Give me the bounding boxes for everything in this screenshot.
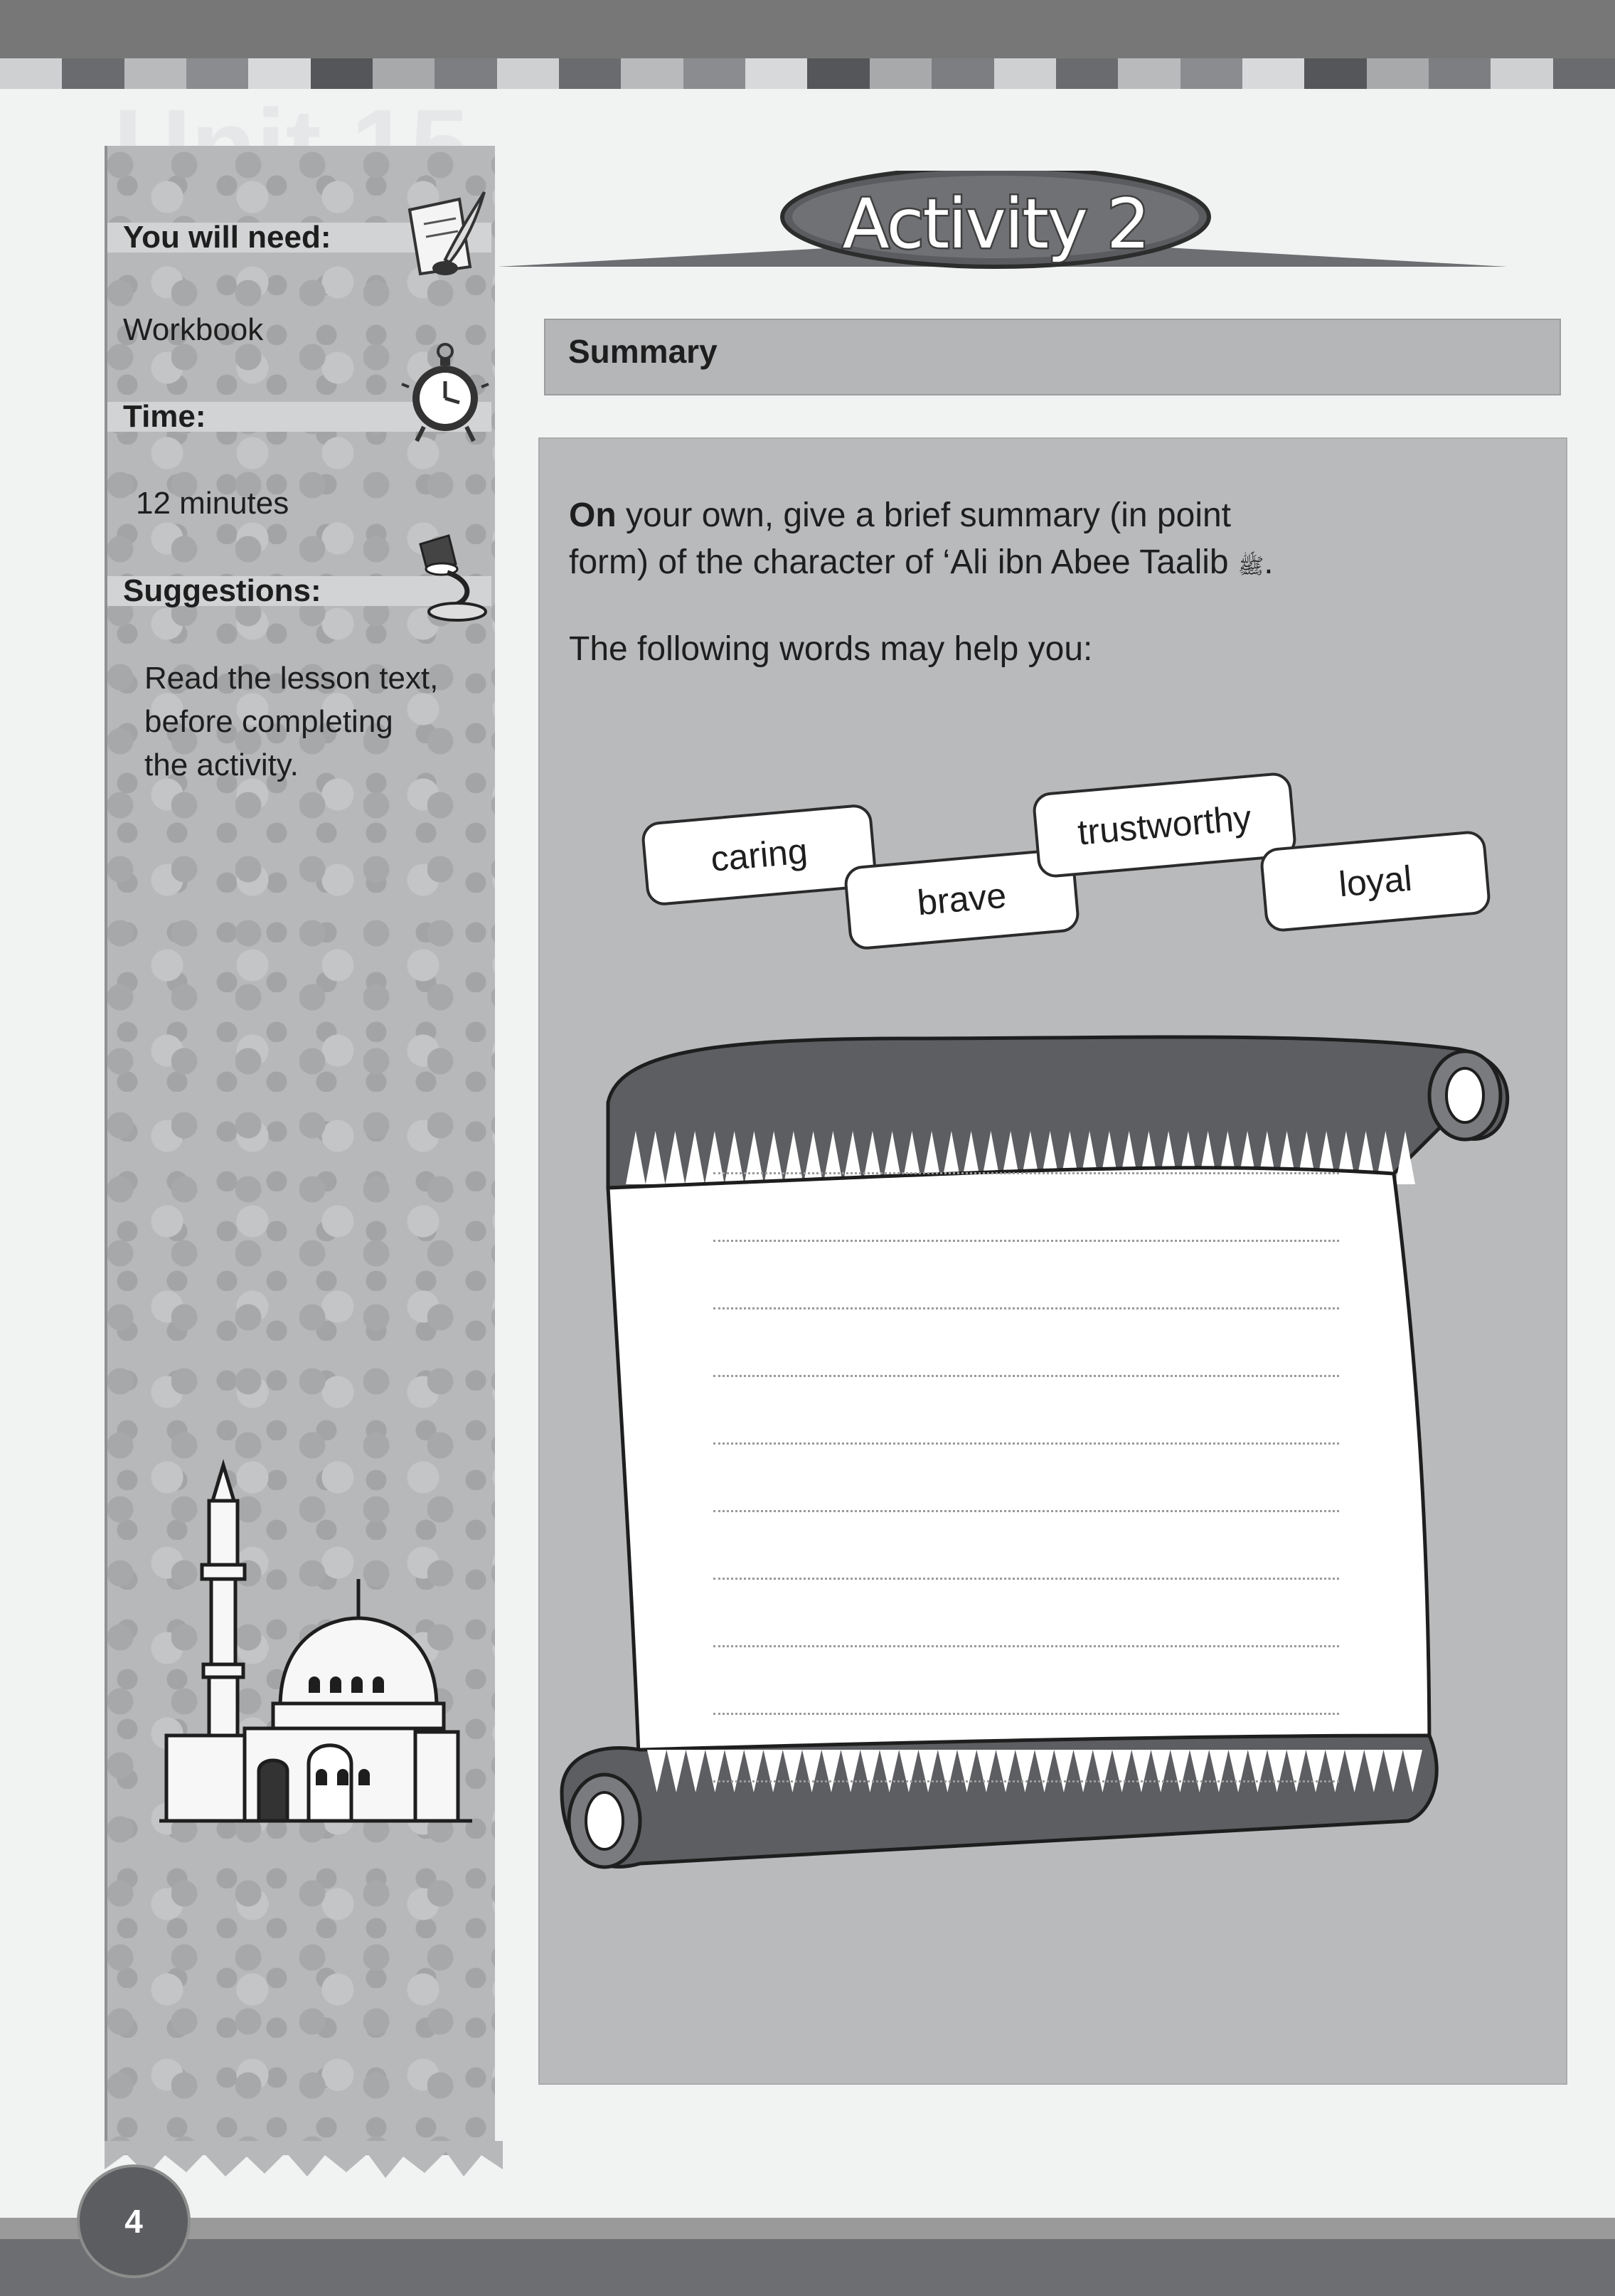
writing-line[interactable] <box>713 1172 1339 1174</box>
sidebar-panel <box>105 146 495 2155</box>
suggestion-line: before completing <box>144 704 393 739</box>
writing-line[interactable] <box>713 1510 1339 1512</box>
time-value: 12 minutes <box>136 486 289 521</box>
word-tag-loyal: loyal <box>1259 829 1491 932</box>
word-tag-brave: brave <box>843 847 1080 951</box>
writing-line[interactable] <box>713 1307 1339 1309</box>
suggestions-label: Suggestions: <box>107 576 491 606</box>
quill-paper-icon <box>403 188 488 281</box>
word-tag-trustworthy: trustworthy <box>1031 771 1297 878</box>
writing-line[interactable] <box>713 1578 1339 1580</box>
writing-line[interactable] <box>713 1645 1339 1647</box>
mosque-icon <box>138 1451 494 1849</box>
you-will-need-value: Workbook <box>123 312 264 347</box>
writing-line[interactable] <box>713 1713 1339 1715</box>
honorific-symbol: ﷺ <box>1237 555 1264 578</box>
time-label: Time: <box>107 402 491 432</box>
alarm-clock-icon <box>399 341 491 445</box>
top-band <box>0 0 1615 89</box>
instruction-line1: your own, give a brief summary (in point <box>616 496 1232 534</box>
activity-title: Activity 2 <box>842 184 1149 264</box>
writing-line[interactable] <box>713 1240 1339 1242</box>
instruction-text <box>569 492 1493 590</box>
help-text: The following words may help you: <box>569 630 1093 668</box>
summary-heading: Summary <box>544 319 1561 395</box>
suggestions-text <box>144 657 438 787</box>
page-number: 4 <box>77 2164 191 2278</box>
writing-line[interactable] <box>713 1442 1339 1445</box>
suggestion-line: Read the lesson text, <box>144 661 439 696</box>
writing-line[interactable] <box>713 1780 1339 1782</box>
bottom-band <box>0 2218 1615 2296</box>
suggestion-line: the activity. <box>144 748 299 782</box>
scroll-icon <box>540 1024 1522 1906</box>
you-will-need-label: You will need: <box>107 223 491 253</box>
desk-lamp-icon <box>406 530 491 622</box>
instruction-bold: On <box>569 496 617 534</box>
word-tag-caring: caring <box>640 803 878 907</box>
instruction-period: . <box>1264 543 1274 581</box>
instruction-line2: form) of the character of ‘Ali ibn Abee Taalib <box>569 543 1229 581</box>
writing-line[interactable] <box>713 1375 1339 1377</box>
